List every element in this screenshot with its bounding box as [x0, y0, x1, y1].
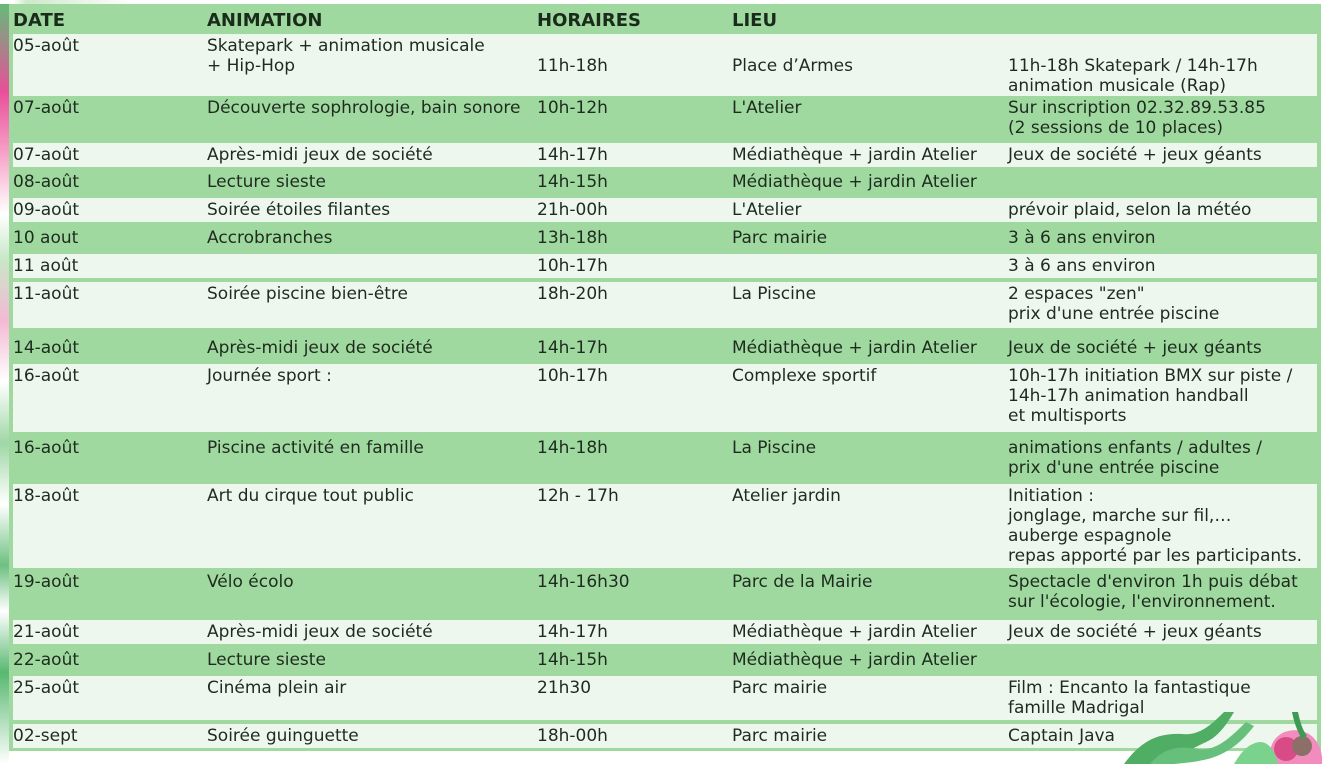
row-animation: Après-midi jeux de société	[207, 145, 433, 165]
row-date: 16-août	[13, 438, 80, 458]
row-date: 11 août	[13, 256, 79, 276]
row-date: 09-août	[13, 200, 80, 220]
row-horaires: 14h-16h30	[537, 572, 630, 592]
row-date: 10 aout	[13, 228, 79, 248]
header-horaires: HORAIRES	[537, 10, 641, 31]
table-row	[13, 96, 1317, 141]
row-horaires: 10h-12h	[537, 98, 608, 118]
header-lieu: LIEU	[732, 10, 778, 31]
row-date: 18-août	[13, 486, 80, 506]
row-animation: Journée sport :	[207, 366, 332, 386]
row-lieu: Médiathèque + jardin Atelier	[732, 172, 977, 192]
row-animation: Lecture sieste	[207, 650, 326, 670]
row-animation: Soirée guinguette	[207, 726, 359, 746]
row-horaires: 18h-20h	[537, 284, 608, 304]
row-lieu: La Piscine	[732, 284, 817, 304]
row-date: 05-août	[13, 36, 80, 56]
row-date: 07-août	[13, 98, 80, 118]
row-lieu: Médiathèque + jardin Atelier	[732, 622, 977, 642]
table-row	[13, 143, 1317, 167]
row-info: Initiation : jonglage, marche sur fil,… auberge espagnole repas apporté par les participants.	[1008, 486, 1303, 566]
row-animation: Après-midi jeux de société	[207, 622, 433, 642]
row-horaires: 18h-00h	[537, 726, 608, 746]
row-horaires: 14h-17h	[537, 622, 608, 642]
table-row	[13, 484, 1317, 568]
row-lieu: L'Atelier	[732, 98, 802, 118]
row-date: 19-août	[13, 572, 80, 592]
row-info: prévoir plaid, selon la météo	[1008, 200, 1252, 220]
table-row	[13, 620, 1317, 644]
table-row	[13, 364, 1317, 432]
row-date: 22-août	[13, 650, 80, 670]
row-horaires: 14h-15h	[537, 172, 608, 192]
row-horaires: 14h-15h	[537, 650, 608, 670]
row-horaires: 14h-17h	[537, 338, 608, 358]
row-date: 25-août	[13, 678, 80, 698]
row-animation: Piscine activité en famille	[207, 438, 424, 458]
table-row	[13, 170, 1317, 194]
row-lieu: Médiathèque + jardin Atelier	[732, 338, 977, 358]
table-row	[13, 34, 1317, 96]
row-lieu: Place d’Armes	[732, 56, 853, 76]
header-animation: ANIMATION	[207, 10, 323, 31]
row-info: Jeux de société + jeux géants	[1008, 622, 1262, 642]
row-animation: Accrobranches	[207, 228, 333, 248]
row-info: Jeux de société + jeux géants	[1008, 338, 1262, 358]
row-lieu: L'Atelier	[732, 200, 802, 220]
row-animation: Vélo écolo	[207, 572, 294, 592]
flamingo-palm-icon	[1124, 712, 1329, 764]
row-lieu: Parc mairie	[732, 228, 828, 248]
row-info: 3 à 6 ans environ	[1008, 228, 1156, 248]
row-animation: Cinéma plein air	[207, 678, 347, 698]
row-date: 08-août	[13, 172, 80, 192]
row-date: 07-août	[13, 145, 80, 165]
row-horaires: 12h - 17h	[537, 486, 619, 506]
row-info: 11h-18h Skatepark / 14h-17h animation musicale (Rap)	[1008, 56, 1258, 96]
row-lieu: Médiathèque + jardin Atelier	[732, 650, 977, 670]
row-info: 10h-17h initiation BMX sur piste / 14h-17h animation handball et multisports	[1008, 366, 1293, 426]
row-date: 11-août	[13, 284, 80, 304]
row-info: animations enfants / adultes / prix d'une entrée piscine	[1008, 438, 1263, 478]
row-lieu: Parc de la Mairie	[732, 572, 873, 592]
table-row	[13, 570, 1317, 616]
row-horaires: 14h-18h	[537, 438, 608, 458]
row-info: 2 espaces "zen" prix d'une entrée piscine	[1008, 284, 1220, 324]
row-date: 16-août	[13, 366, 80, 386]
table-header-row	[13, 10, 1317, 34]
row-info: Sur inscription 02.32.89.53.85 (2 sessions de 10 places)	[1008, 98, 1266, 138]
table-row	[13, 226, 1317, 250]
row-horaires: 10h-17h	[537, 256, 608, 276]
table-row	[13, 676, 1317, 720]
row-animation: Skatepark + animation musicale + Hip-Hop	[207, 36, 485, 76]
row-animation: Soirée piscine bien-être	[207, 284, 409, 304]
row-animation: Après-midi jeux de société	[207, 338, 433, 358]
row-horaires: 14h-17h	[537, 145, 608, 165]
row-date: 02-sept	[13, 726, 78, 746]
header-date: DATE	[13, 10, 66, 31]
table-row	[13, 198, 1317, 222]
row-lieu: Parc mairie	[732, 678, 828, 698]
row-date: 21-août	[13, 622, 80, 642]
row-animation: Lecture sieste	[207, 172, 326, 192]
row-info: Film : Encanto la fantastique famille Madrigal	[1008, 678, 1251, 718]
row-animation: Art du cirque tout public	[207, 486, 414, 506]
row-lieu: Médiathèque + jardin Atelier	[732, 145, 977, 165]
row-lieu: Atelier jardin	[732, 486, 841, 506]
table-row	[13, 724, 1317, 748]
row-animation: Soirée étoiles filantes	[207, 200, 391, 220]
row-horaires: 10h-17h	[537, 366, 608, 386]
row-lieu: Parc mairie	[732, 726, 828, 746]
row-horaires: 21h30	[537, 678, 592, 698]
row-animation: Découverte sophrologie, bain sonore	[207, 98, 521, 118]
table-row	[13, 254, 1317, 278]
row-horaires: 11h-18h	[537, 56, 608, 76]
event-schedule-table	[9, 4, 1321, 751]
row-info: Spectacle d'environ 1h puis débat sur l'écologie, l'environnement.	[1008, 572, 1298, 612]
row-horaires: 13h-18h	[537, 228, 608, 248]
table-row	[13, 648, 1317, 672]
row-info: Captain Java	[1008, 726, 1115, 746]
table-row	[13, 336, 1317, 360]
row-horaires: 21h-00h	[537, 200, 608, 220]
row-lieu: La Piscine	[732, 438, 817, 458]
row-lieu: Complexe sportif	[732, 366, 877, 386]
table-row	[13, 282, 1317, 328]
left-decorative-strip	[0, 0, 9, 764]
row-info: 3 à 6 ans environ	[1008, 256, 1156, 276]
table-row	[13, 436, 1317, 480]
row-info: Jeux de société + jeux géants	[1008, 145, 1262, 165]
row-date: 14-août	[13, 338, 80, 358]
